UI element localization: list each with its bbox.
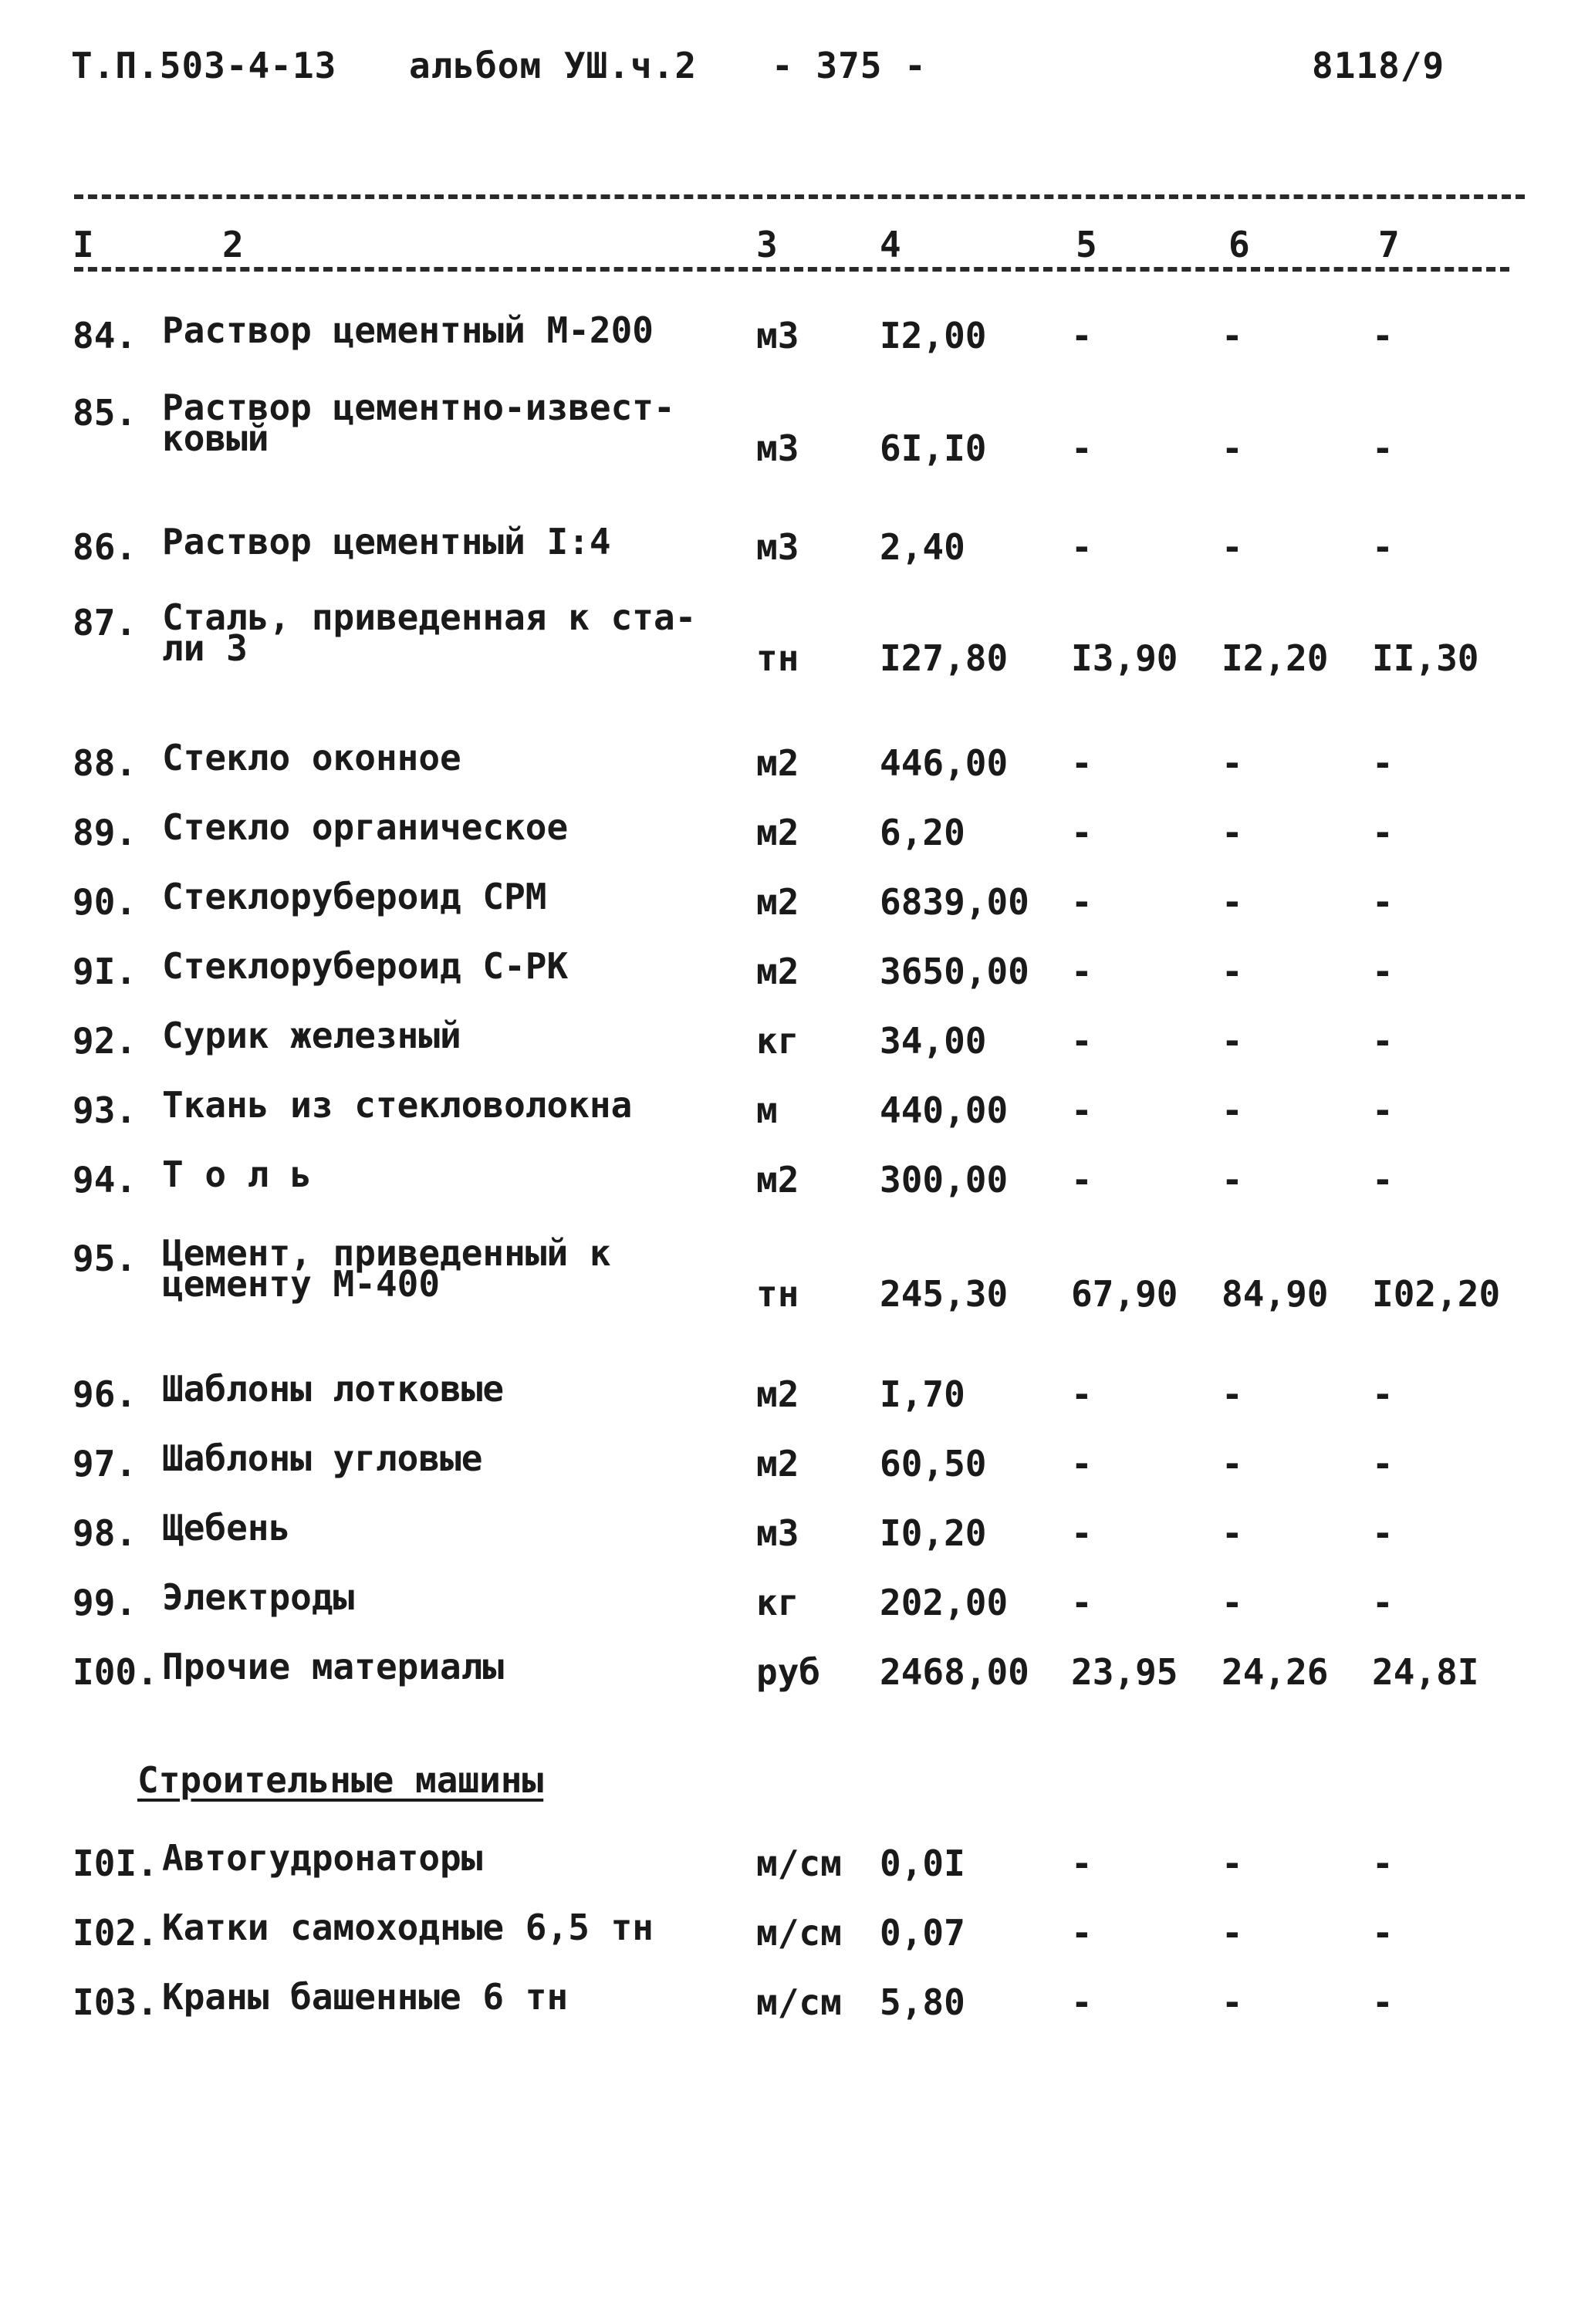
unit-cell: м2 xyxy=(756,812,799,853)
value-cell-6: - xyxy=(1222,526,1243,568)
unit-cell: м2 xyxy=(756,742,799,784)
item-name-line: ковый xyxy=(162,417,269,459)
quantity-cell: 5,80 xyxy=(880,1981,965,2023)
top-dashed-rule xyxy=(74,194,1525,199)
unit-cell: м2 xyxy=(756,881,799,923)
row-number: 92. xyxy=(73,1020,137,1062)
unit-cell: кг xyxy=(756,1582,799,1623)
item-name xyxy=(162,1015,461,1056)
item-name xyxy=(162,596,697,669)
item-name-line: Раствор цементный I:4 xyxy=(162,521,611,562)
value-cell-7: - xyxy=(1372,1089,1394,1131)
item-name-line: Шаблоны лотковые xyxy=(162,1368,505,1410)
item-name xyxy=(162,1437,483,1479)
item-name xyxy=(162,1154,312,1195)
row-number: 94. xyxy=(73,1159,137,1201)
row-number: I0I. xyxy=(73,1843,158,1884)
row-number: 95. xyxy=(73,1238,137,1279)
quantity-cell: I27,80 xyxy=(880,637,1009,679)
item-name-line: Стекло органическое xyxy=(162,806,569,848)
item-name-line: Стеклорубероид С-РК xyxy=(162,945,569,987)
column-number-3: 3 xyxy=(756,224,778,265)
item-name xyxy=(162,737,461,779)
item-name-line: Катки самоходные 6,5 тн xyxy=(162,1907,654,1948)
section-title: Строительные машины xyxy=(137,1759,544,1801)
sheet-number: 8118/9 xyxy=(1312,45,1445,86)
item-name-line: Прочие материалы xyxy=(162,1646,505,1687)
header-dashed-rule xyxy=(74,267,1509,272)
item-name-line: Сурик железный xyxy=(162,1015,461,1056)
row-number: I02. xyxy=(73,1912,158,1954)
value-cell-6: - xyxy=(1222,1020,1243,1062)
value-cell-7: - xyxy=(1372,1512,1394,1554)
row-number: 9I. xyxy=(73,951,137,992)
row-number: 98. xyxy=(73,1512,137,1554)
row-number: 87. xyxy=(73,602,137,643)
item-name xyxy=(162,1232,611,1305)
value-cell-6: - xyxy=(1222,1443,1243,1485)
unit-cell: руб xyxy=(756,1651,821,1693)
quantity-cell: 2,40 xyxy=(880,526,965,568)
quantity-cell: I2,00 xyxy=(880,315,987,356)
item-name-line: Раствор цементный М-200 xyxy=(162,309,654,351)
quantity-cell: 440,00 xyxy=(880,1089,1009,1131)
quantity-cell: 0,0I xyxy=(880,1843,965,1884)
item-name xyxy=(162,521,611,562)
page-number: - 375 - xyxy=(772,45,927,86)
item-name-line: Сталь, приведенная к ста- xyxy=(162,596,697,638)
quantity-cell: 2468,00 xyxy=(880,1651,1029,1693)
quantity-cell: 6,20 xyxy=(880,812,965,853)
value-cell-7: - xyxy=(1372,315,1394,356)
value-cell-6: - xyxy=(1222,1373,1243,1415)
value-cell-5: 23,95 xyxy=(1071,1651,1178,1693)
row-number: I00. xyxy=(73,1651,158,1693)
item-name-line: Цемент, приведенный к xyxy=(162,1232,611,1274)
value-cell-5: - xyxy=(1071,1582,1093,1623)
item-name xyxy=(162,1646,505,1687)
value-cell-6: - xyxy=(1222,1981,1243,2023)
item-name-line: цементу М-400 xyxy=(162,1263,441,1305)
item-name-line: Раствор цементно-извест- xyxy=(162,387,675,428)
value-cell-7: - xyxy=(1372,1582,1394,1623)
value-cell-7: - xyxy=(1372,1843,1394,1884)
value-cell-5: - xyxy=(1071,742,1093,784)
value-cell-6: 84,90 xyxy=(1222,1273,1329,1315)
value-cell-6: - xyxy=(1222,1159,1243,1201)
item-name-line: Краны башенные 6 тн xyxy=(162,1976,569,2018)
value-cell-6: - xyxy=(1222,742,1243,784)
row-number: 88. xyxy=(73,742,137,784)
value-cell-6: 24,26 xyxy=(1222,1651,1329,1693)
value-cell-5: - xyxy=(1071,881,1093,923)
quantity-cell: 34,00 xyxy=(880,1020,987,1062)
item-name-line: Автогудронаторы xyxy=(162,1837,483,1879)
unit-cell: тн xyxy=(756,1273,799,1315)
value-cell-6: - xyxy=(1222,812,1243,853)
item-name-line: ли 3 xyxy=(162,627,248,669)
unit-cell: тн xyxy=(756,637,799,679)
item-name xyxy=(162,1837,483,1879)
column-number-1: I xyxy=(73,224,94,265)
album-label: альбом УШ.ч.2 xyxy=(409,45,698,86)
item-name xyxy=(162,876,547,917)
value-cell-5: - xyxy=(1071,812,1093,853)
quantity-cell: 446,00 xyxy=(880,742,1009,784)
column-number-6: 6 xyxy=(1228,224,1250,265)
row-number: 97. xyxy=(73,1443,137,1485)
item-name xyxy=(162,806,569,848)
value-cell-7: - xyxy=(1372,742,1394,784)
row-number: 85. xyxy=(73,392,137,434)
value-cell-7: - xyxy=(1372,1373,1394,1415)
unit-cell: м/см xyxy=(756,1843,842,1884)
item-name xyxy=(162,309,654,351)
value-cell-5: - xyxy=(1071,1373,1093,1415)
item-name xyxy=(162,1907,654,1948)
value-cell-6: - xyxy=(1222,951,1243,992)
row-number: 86. xyxy=(73,526,137,568)
item-name xyxy=(162,1576,355,1618)
value-cell-5: 67,90 xyxy=(1071,1273,1178,1315)
item-name xyxy=(162,945,569,987)
value-cell-5: - xyxy=(1071,1512,1093,1554)
value-cell-7: 24,8I xyxy=(1372,1651,1479,1693)
value-cell-7: - xyxy=(1372,1912,1394,1954)
value-cell-6: - xyxy=(1222,1843,1243,1884)
item-name xyxy=(162,1368,505,1410)
column-number-4: 4 xyxy=(880,224,901,265)
value-cell-7: - xyxy=(1372,1020,1394,1062)
item-name-line: Электроды xyxy=(162,1576,355,1618)
value-cell-5: - xyxy=(1071,1159,1093,1201)
unit-cell: м2 xyxy=(756,1443,799,1485)
value-cell-5: - xyxy=(1071,315,1093,356)
value-cell-6: - xyxy=(1222,1512,1243,1554)
unit-cell: м3 xyxy=(756,427,799,469)
unit-cell: м2 xyxy=(756,1373,799,1415)
value-cell-7: I02,20 xyxy=(1372,1273,1501,1315)
value-cell-5: - xyxy=(1071,1981,1093,2023)
value-cell-6: - xyxy=(1222,315,1243,356)
quantity-cell: 3650,00 xyxy=(880,951,1029,992)
item-name-line: Шаблоны угловые xyxy=(162,1437,483,1479)
item-name-line: Ткань из стекловолокна xyxy=(162,1084,633,1126)
item-name-line: Щебень xyxy=(162,1507,291,1549)
unit-cell: м3 xyxy=(756,526,799,568)
quantity-cell: I,70 xyxy=(880,1373,965,1415)
unit-cell: кг xyxy=(756,1020,799,1062)
row-number: 99. xyxy=(73,1582,137,1623)
item-name-line: Стеклорубероид СРМ xyxy=(162,876,547,917)
value-cell-6: - xyxy=(1222,1582,1243,1623)
unit-cell: м2 xyxy=(756,1159,799,1201)
quantity-cell: I0,20 xyxy=(880,1512,987,1554)
value-cell-5: - xyxy=(1071,1020,1093,1062)
value-cell-5: - xyxy=(1071,951,1093,992)
value-cell-7: - xyxy=(1372,427,1394,469)
row-number: 96. xyxy=(73,1373,137,1415)
value-cell-6: - xyxy=(1222,1912,1243,1954)
item-name xyxy=(162,1084,633,1126)
value-cell-7: - xyxy=(1372,881,1394,923)
value-cell-6: - xyxy=(1222,881,1243,923)
quantity-cell: 202,00 xyxy=(880,1582,1009,1623)
value-cell-7: - xyxy=(1372,1981,1394,2023)
unit-cell: м3 xyxy=(756,315,799,356)
value-cell-6: I2,20 xyxy=(1222,637,1329,679)
value-cell-6: - xyxy=(1222,1089,1243,1131)
unit-cell: м2 xyxy=(756,951,799,992)
value-cell-5: - xyxy=(1071,1843,1093,1884)
quantity-cell: 60,50 xyxy=(880,1443,987,1485)
item-name xyxy=(162,387,675,459)
column-number-7: 7 xyxy=(1378,224,1400,265)
item-name xyxy=(162,1507,291,1549)
row-number: 93. xyxy=(73,1089,137,1131)
quantity-cell: 245,30 xyxy=(880,1273,1009,1315)
row-number: I03. xyxy=(73,1981,158,2023)
quantity-cell: 300,00 xyxy=(880,1159,1009,1201)
unit-cell: м/см xyxy=(756,1912,842,1954)
column-number-2: 2 xyxy=(222,224,244,265)
value-cell-7: - xyxy=(1372,812,1394,853)
value-cell-7: - xyxy=(1372,1443,1394,1485)
unit-cell: м/см xyxy=(756,1981,842,2023)
item-name xyxy=(162,1976,569,2018)
value-cell-7: - xyxy=(1372,526,1394,568)
row-number: 90. xyxy=(73,881,137,923)
document-code: Т.П.503-4-13 xyxy=(71,45,337,86)
value-cell-5: - xyxy=(1071,427,1093,469)
quantity-cell: 0,07 xyxy=(880,1912,965,1954)
value-cell-5: - xyxy=(1071,526,1093,568)
unit-cell: м3 xyxy=(756,1512,799,1554)
item-name-line: Т о л ь xyxy=(162,1154,312,1195)
quantity-cell: 6I,I0 xyxy=(880,427,987,469)
value-cell-7: - xyxy=(1372,1159,1394,1201)
column-number-5: 5 xyxy=(1076,224,1097,265)
value-cell-5: - xyxy=(1071,1443,1093,1485)
row-number: 84. xyxy=(73,315,137,356)
value-cell-5: I3,90 xyxy=(1071,637,1178,679)
value-cell-5: - xyxy=(1071,1912,1093,1954)
value-cell-6: - xyxy=(1222,427,1243,469)
item-name-line: Стекло оконное xyxy=(162,737,461,779)
row-number: 89. xyxy=(73,812,137,853)
value-cell-5: - xyxy=(1071,1089,1093,1131)
value-cell-7: - xyxy=(1372,951,1394,992)
value-cell-7: II,30 xyxy=(1372,637,1479,679)
quantity-cell: 6839,00 xyxy=(880,881,1029,923)
unit-cell: м xyxy=(756,1089,778,1131)
